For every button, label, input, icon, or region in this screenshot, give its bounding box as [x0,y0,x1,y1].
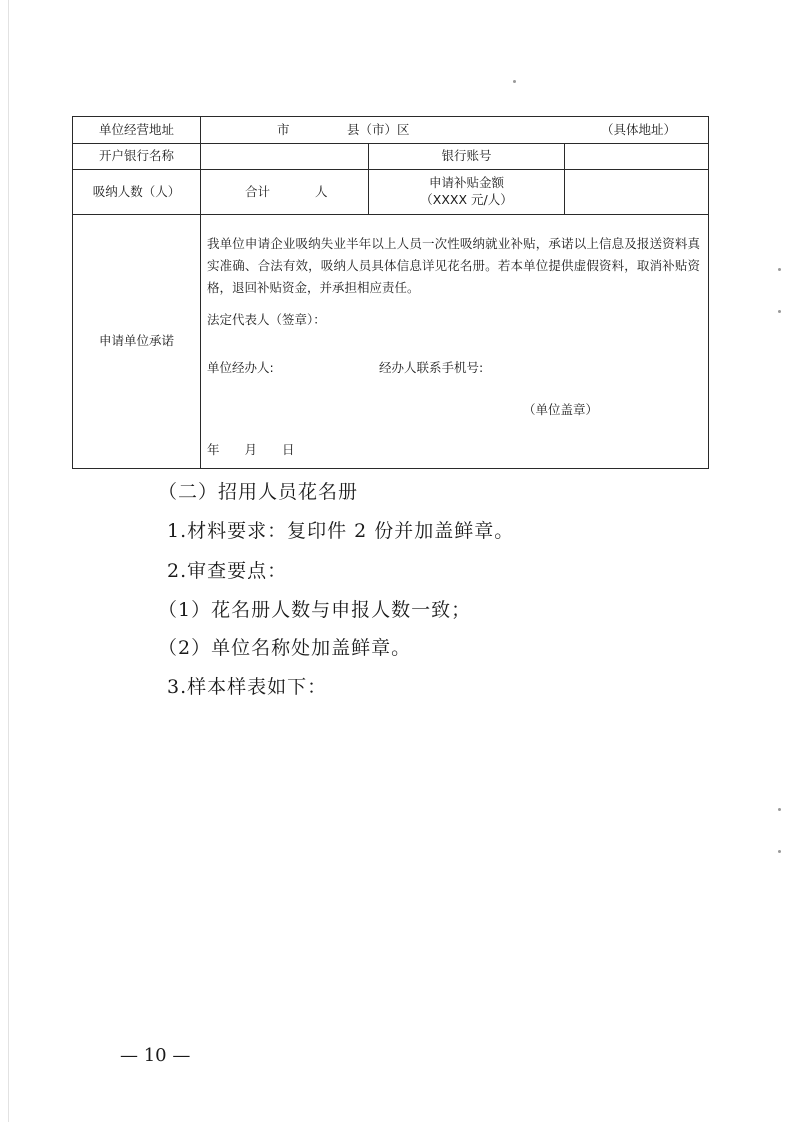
scan-speck [513,80,516,83]
commitment-label: 申请单位承诺 [73,215,201,469]
unit-seal: （单位盖章） [523,402,599,417]
subsidy-amount-label-line1: 申请补贴金额 [428,175,504,191]
bank-account-label: 银行账号 [369,144,565,170]
section-heading: （二）招用人员花名册 [158,481,359,503]
commitment-text: 我单位申请企业吸纳失业半年以上人员一次性吸纳就业补贴，承诺以上信息及报送资料真实准确、合法有效，吸纳人员具体信息详见花名册。若本单位提供虚假资料，取消补贴资格，退回补贴资金，并承担相应责任。 [207,236,701,295]
address-value-cell[interactable] [201,117,709,144]
item-review-points: 2.审查要点： [167,560,288,582]
item-material-requirement: 1.材料要求：复印件 2 份并加盖鲜章。 [167,520,515,542]
scan-speck [778,850,781,853]
handler-name[interactable]: 单位经办人: [207,360,274,375]
legal-representative-signature[interactable]: 法定代表人（签章）： [207,312,326,327]
headcount-total-label: 合计 [245,184,271,199]
scan-speck [778,808,781,811]
scan-speck [778,310,781,313]
scan-speck [778,268,781,271]
commitment-cell [201,215,709,469]
bank-name-label: 开户银行名称 [73,144,201,170]
bank-name-field[interactable] [201,144,369,170]
page-number: — 10 — [120,1045,191,1066]
subsidy-application-table [72,116,709,469]
address-county: 县（市）区 [347,122,410,137]
headcount-label: 吸纳人数（人） [73,170,201,215]
subsidy-amount-label-line2: （XXXX 元/人） [420,192,513,207]
commitment-row [73,215,709,469]
subsidy-amount-field[interactable] [565,170,709,215]
address-label: 单位经营地址 [73,117,201,144]
headcount-total-cell[interactable] [201,170,369,215]
item-review-point-2: （2）单位名称处加盖鲜章。 [158,637,412,659]
subsidy-amount-label [369,170,565,215]
address-detail: （具体地址） [601,122,677,137]
handler-phone[interactable]: 经办人联系手机号: [379,360,484,375]
address-city: 市 [277,122,290,137]
bank-account-field[interactable] [565,144,709,170]
headcount-unit: 人 [315,184,328,199]
signing-date[interactable]: 年 月 日 [207,442,295,457]
bank-row [73,144,709,170]
item-review-point-1: （1）花名册人数与申报人数一致； [158,599,472,621]
address-row [73,117,709,144]
headcount-row [73,170,709,215]
item-sample-form: 3.样本样表如下： [167,676,328,698]
page-edge-line [8,0,9,1122]
